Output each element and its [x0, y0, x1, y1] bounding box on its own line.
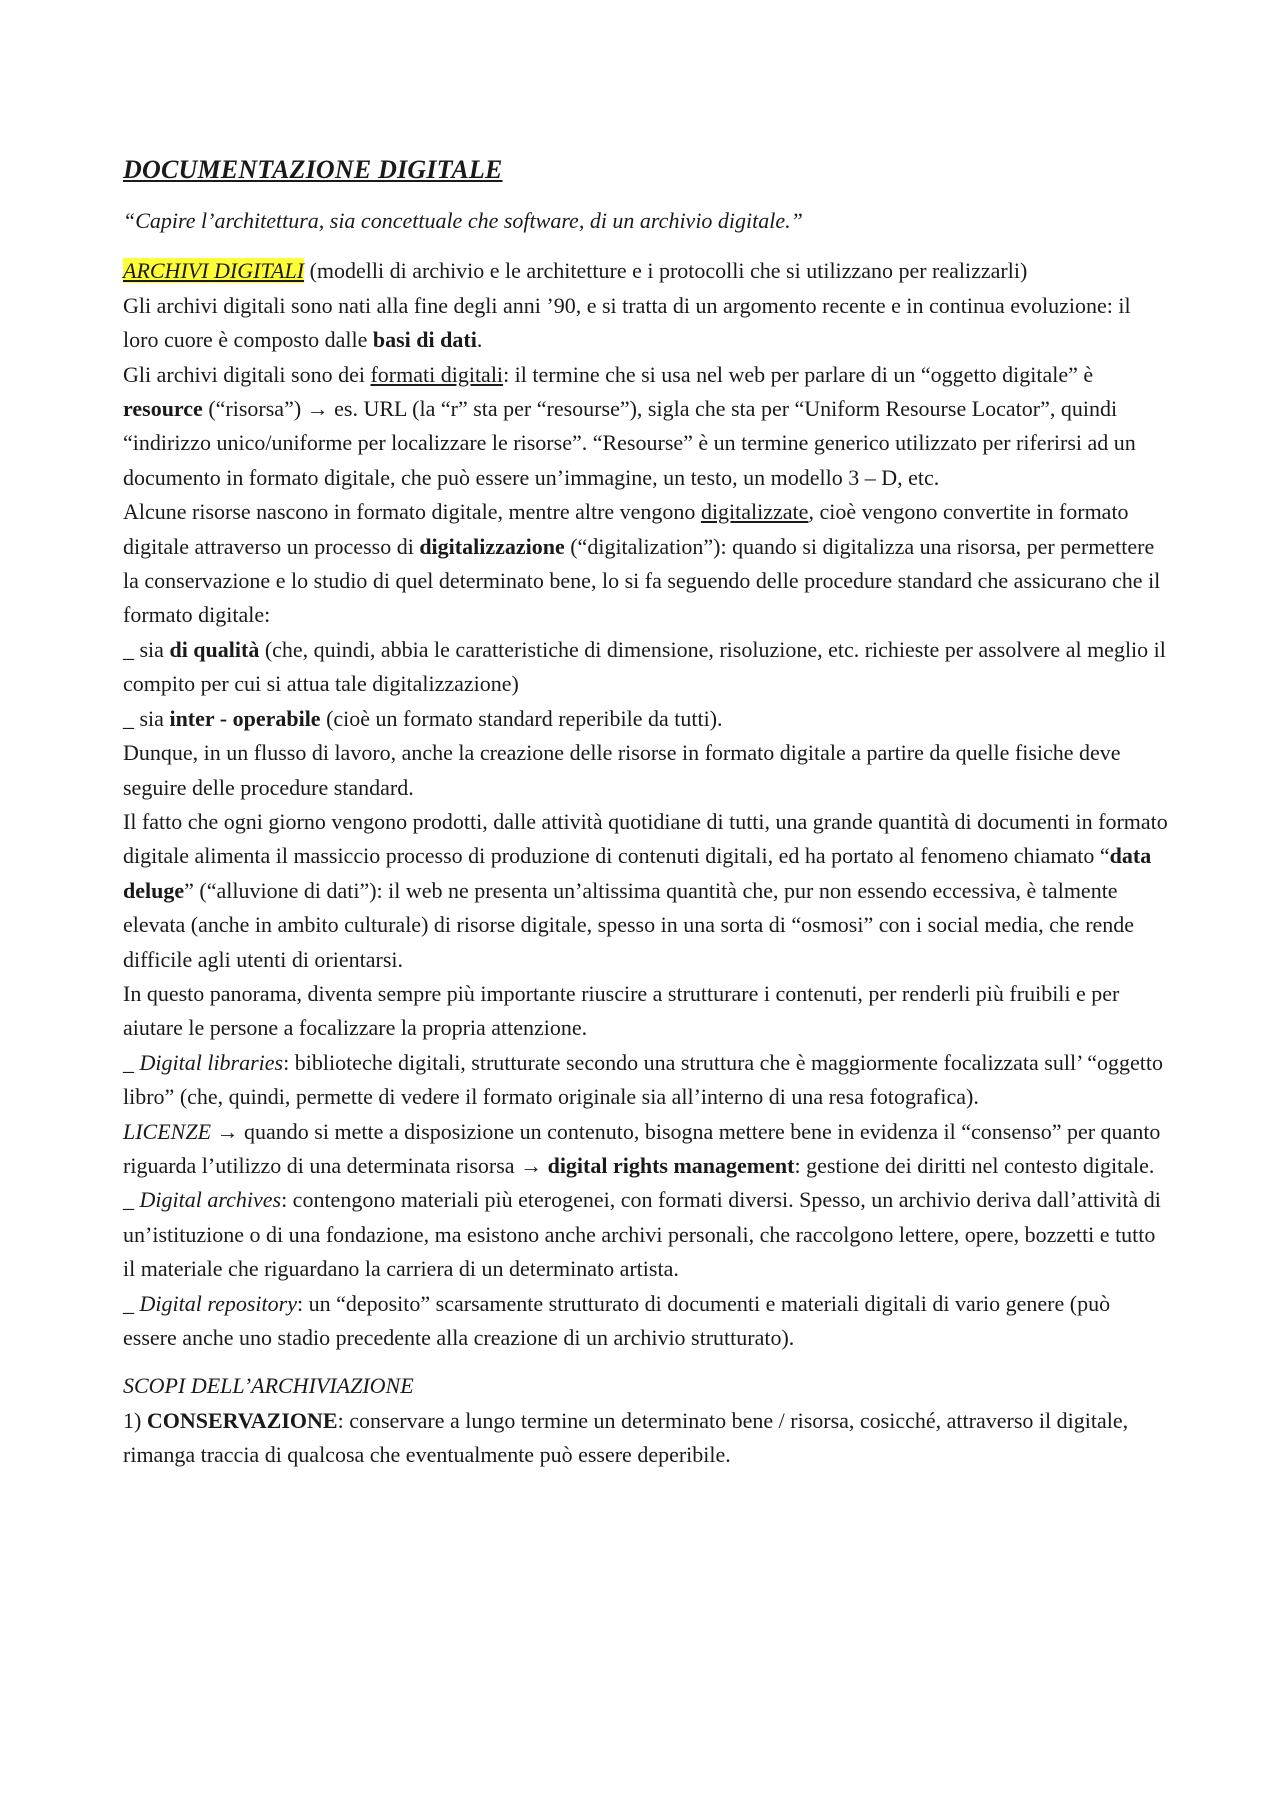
italic-term: LICENZE: [123, 1118, 212, 1144]
paragraph-text: (“digitalization”): quando si digitalizza una risorsa, per permettere la conservazione e lo studio di quel determinato bene, lo si fa seguendo delle procedure standard che assicurano che il formato digitale:: [123, 533, 1161, 628]
paragraph-text: : il termine che si usa nel web per parlare di un “oggetto digitale” è: [503, 361, 1094, 387]
paragraph-text: _: [123, 1290, 140, 1316]
paragraph-origins: [123, 289, 1168, 358]
paragraph-text: → quando si mette a disposizione un contenuto, bisogna mettere bene in evidenza il “consenso” per quanto riguarda l’utilizzo di una determinata risorsa →: [123, 1118, 1161, 1178]
paragraph-digitalizzazione: [123, 495, 1168, 633]
paragraph-text: (che, quindi, abbia le caratteristiche di dimensione, risoluzione, etc. richieste per assolvere al meglio il compito per cui si attua tale digitalizzazione): [123, 636, 1166, 697]
paragraph-text: : un “deposito” scarsamente strutturato di documenti e materiali digitali di vario genere (può essere anche uno stadio precedente alla creazione di un archivio strutturato).: [123, 1290, 1111, 1350]
paragraph-panorama: In questo panorama, diventa sempre più importante riuscire a strutturare i contenuti, per renderli più fruibili e per aiutare le persone a focalizzare la propria attenzione.: [123, 980, 1120, 1041]
bold-term: digital rights management: [547, 1152, 795, 1178]
list-item-digital-libraries: [123, 1046, 1168, 1115]
paragraph-text: ” (“alluvione di dati”): il web ne presenta un’altissima quantità che, pur non essendo eccessiva, è talmente elevata (anche in ambito culturale) di risorse digitale, spesso in una sorta di “osmosi” con i social media, che rende difficile agli utenti di orientarsi.: [123, 877, 1135, 972]
bold-term: digitalizzazione: [419, 533, 565, 559]
bold-term: basi di dati: [372, 327, 477, 353]
paragraph-text: Alcune risorse nascono in formato digitale, mentre altre vengono: [123, 499, 701, 525]
paragraph-text: _ sia: [123, 705, 170, 731]
paragraph-text: Gli archivi digitali sono dei: [123, 361, 371, 387]
document-page: [123, 152, 1168, 1473]
section-heading-scopi: SCOPI DELL’ARCHIVIAZIONE: [123, 1373, 414, 1399]
paragraph-text: 1): [123, 1407, 147, 1433]
paragraph-text: Il fatto che ogni giorno vengono prodotti, dalle attività quotidiane di tutti, una grande quantità di documenti in formato digitale alimenta il massiccio processo di produzione di contenuti digitali, ed ha portato al fenomeno chiamato “: [123, 808, 1168, 869]
document-subtitle-quote: “Capire l’architettura, sia concettuale che software, di un archivio digitale.”: [123, 208, 803, 233]
paragraph-text: : gestione dei diritti nel contesto digitale.: [794, 1152, 1155, 1178]
paragraph-archivi-digitali: [123, 254, 1168, 288]
bold-term: di qualità: [169, 636, 260, 662]
bold-term: resource: [123, 396, 203, 422]
bold-term: inter - operabile: [169, 705, 321, 731]
bold-term: data deluge: [123, 843, 1152, 903]
paragraph-text: _ sia: [123, 636, 170, 662]
paragraph-text: _: [123, 1187, 140, 1213]
paragraph-text: (cioè un formato standard reperibile da tutti).: [320, 705, 723, 731]
italic-term: Digital archives: [139, 1187, 282, 1213]
paragraph-text: (“risorsa”) → es. URL (la “r” sta per “resourse”), sigla che sta per “Uniform Resourse Locator”, quindi “indirizzo unico/uniforme per localizzare le risorse”. “Resourse” è un termine generico utilizzato per riferirsi ad un documento in formato digitale, che può essere un’immagine, un testo, un modello 3 – D, etc.: [123, 396, 1136, 490]
document-title: DOCUMENTAZIONE DIGITALE: [123, 155, 503, 184]
paragraph-workflow: Dunque, in un flusso di lavoro, anche la creazione delle risorse in formato digitale a partire da quelle fisiche deve seguire delle procedure standard.: [123, 740, 1121, 800]
paragraph-text: .: [476, 327, 483, 353]
highlighted-heading-archivi-digitali: ARCHIVI DIGITALI: [123, 258, 305, 284]
paragraph-licenze: [123, 1115, 1168, 1184]
underlined-term: formati digitali: [370, 361, 504, 387]
paragraph-text: , cioè vengono convertite in formato digitale attraverso un processo di: [123, 499, 1129, 559]
list-item-qualita: [123, 633, 1168, 702]
paragraph-data-deluge: [123, 805, 1168, 977]
italic-term: Digital libraries: [139, 1049, 284, 1075]
paragraph-text: : biblioteche digitali, strutturate secondo una struttura che è maggiormente focalizzata sull’ “oggetto libro” (che, quindi, permette di vedere il formato originale sia all’interno di una resa fotografica).: [123, 1049, 1164, 1110]
italic-term: Digital repository: [139, 1290, 297, 1316]
list-item-interoperabile: [123, 702, 1168, 736]
paragraph-text: : contengono materiali più eterogenei, con formati diversi. Spesso, un archivio deriva dall’attività di un’istituzione o di una fondazione, ma esistono anche archivi personali, che raccolgono lettere, opere, bozzetti e tutto il materiale che riguardano la carriera di un determinato artista.: [123, 1187, 1161, 1282]
paragraph-text: Gli archivi digitali sono nati alla fine degli anni ’90, e si tratta di un argomento recente e in continua evoluzione: il loro cuore è composto dalle: [123, 292, 1131, 353]
paragraph-text: (modelli di archivio e le architetture e i protocolli che si utilizzano per realizzarli): [304, 258, 1028, 284]
paragraph-text: : conservare a lungo termine un determinato bene / risorsa, cosicché, attraverso il digitale, rimanga traccia di qualcosa che eventualmente può essere deperibile.: [123, 1407, 1129, 1468]
list-item-digital-archives: [123, 1183, 1168, 1286]
underlined-term: digitalizzate: [700, 499, 809, 525]
bold-term: CONSERVAZIONE: [146, 1407, 338, 1433]
list-item-conservazione: [123, 1404, 1168, 1473]
paragraph-text: _: [123, 1049, 140, 1075]
paragraph-formati-digitali: [123, 358, 1168, 496]
list-item-digital-repository: [123, 1287, 1168, 1356]
